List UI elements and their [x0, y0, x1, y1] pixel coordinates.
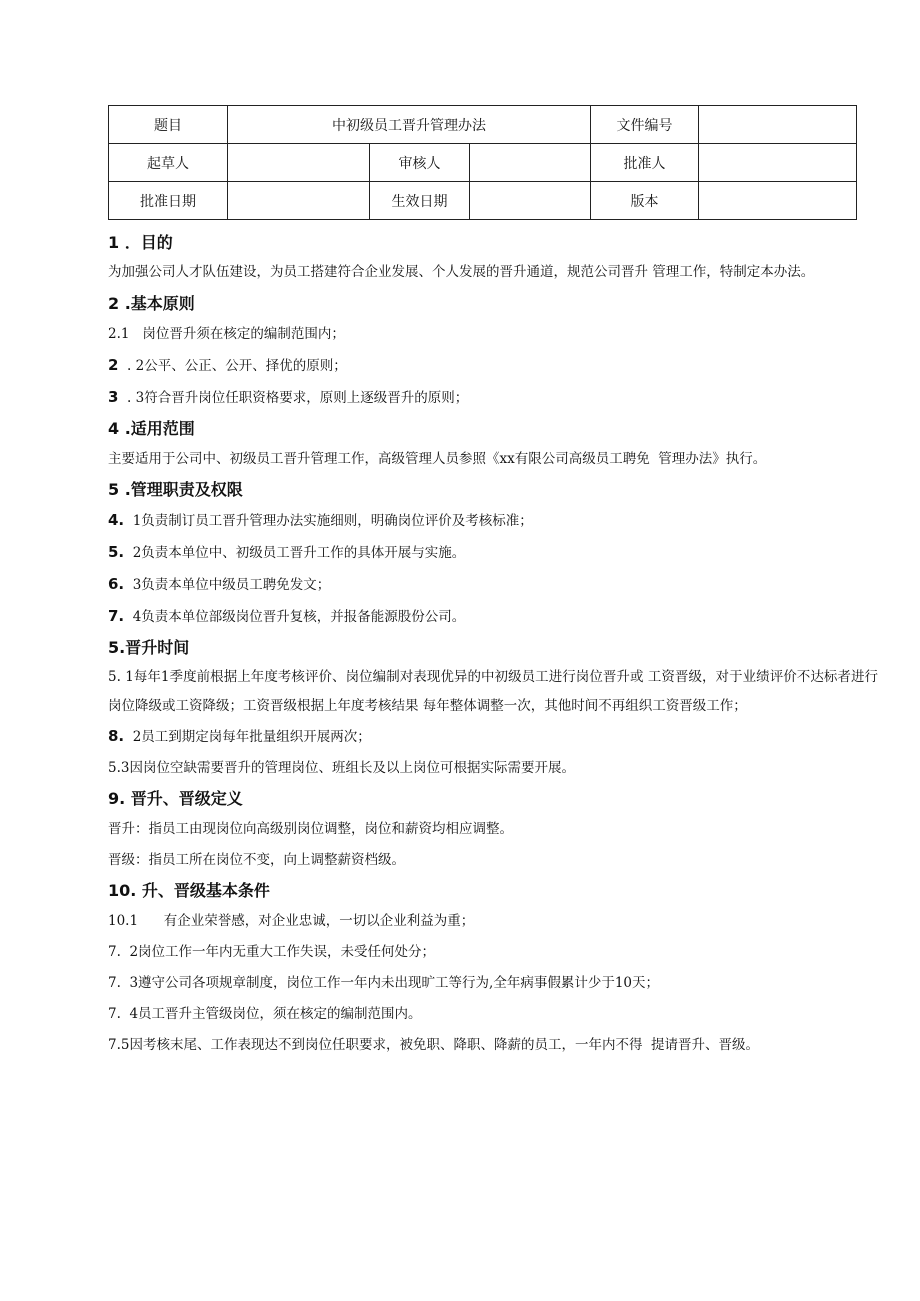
approver-label: 批准人 — [591, 144, 699, 182]
title-value: 中初级员工晋升管理办法 — [228, 106, 591, 144]
list-text: . 2公平、公正、公开、择优的原则； — [118, 358, 347, 374]
document-body — [108, 228, 878, 1061]
version-value — [699, 182, 857, 220]
list-item — [108, 350, 878, 382]
list-item: 5.3因岗位空缺需要晋升的管理岗位、班组长及以上岗位可根据实际需要开展。 — [108, 760, 575, 776]
effective-date-label: 生效日期 — [370, 182, 470, 220]
approval-date-label: 批准日期 — [109, 182, 228, 220]
title-label: 题目 — [109, 106, 228, 144]
paragraph: 5. 1每年1季度前根据上年度考核评价、岗位编制对表现优异的中初级员工进行岗位晋升或 工资晋级，对于业绩评价不达标者进行岗位降级或工资降级；工资晋级根据上年度考核结果 每年整体调整一次，其他时间不再组织工资晋级工作； — [108, 669, 878, 714]
version-label: 版本 — [591, 182, 699, 220]
section-heading-promotion-time: 5.晋升时间 — [108, 638, 190, 657]
section-heading-purpose: 1 ．目的 — [108, 233, 173, 252]
list-number: 6. — [108, 575, 125, 593]
list-number: 5. — [108, 543, 125, 561]
list-item: 晋级：指员工所在岗位不变，向上调整薪资档级。 — [108, 852, 405, 868]
approval-date-value — [228, 182, 370, 220]
list-text: . 3符合晋升岗位任职资格要求，原则上逐级晋升的原则； — [118, 390, 469, 406]
drafter-label: 起草人 — [109, 144, 228, 182]
list-number: 4. — [108, 511, 125, 529]
list-text: 4负责本单位部级岗位晋升复核，并报备能源股份公司。 — [124, 609, 466, 625]
reviewer-label: 审核人 — [370, 144, 470, 182]
document-header-table — [108, 105, 857, 220]
paragraph: 为加强公司人才队伍建设，为员工搭建符合企业发展、个人发展的晋升通道，规范公司晋升 管理工作，特制定本办法。 — [108, 264, 815, 280]
list-number: 3 — [108, 388, 119, 406]
list-item: 10.1 有企业荣誉感，对企业忠诚，一切以企业利益为重； — [108, 913, 475, 929]
list-item — [108, 601, 878, 633]
list-number: 2 — [108, 356, 119, 374]
approver-value — [699, 144, 857, 182]
section-heading-conditions: 10. 升、晋级基本条件 — [108, 881, 270, 900]
list-text: 3负责本单位中级员工聘免发文； — [124, 577, 331, 593]
section-heading-principles: 2 .基本原则 — [108, 294, 195, 313]
list-item: 晋升：指员工由现岗位向高级别岗位调整，岗位和薪资均相应调整。 — [108, 821, 513, 837]
reviewer-value — [470, 144, 591, 182]
list-item — [108, 537, 878, 569]
list-item — [108, 569, 878, 601]
list-item: 7. 4员工晋升主管级岗位，须在核定的编制范围内。 — [108, 1006, 422, 1022]
file-number-value — [699, 106, 857, 144]
list-item — [108, 721, 878, 753]
list-text: 2员工到期定岗每年批量组织开展两次； — [124, 729, 371, 745]
list-number: 8. — [108, 727, 125, 745]
section-heading-scope: 4 .适用范围 — [108, 419, 195, 438]
header-row-2 — [109, 144, 857, 182]
list-number: 7. — [108, 607, 125, 625]
list-item: 2.1 岗位晋升须在核定的编制范围内； — [108, 326, 345, 342]
list-item — [108, 505, 878, 537]
paragraph: 主要适用于公司中、初级员工晋升管理工作，高级管理人员参照《xx有限公司高级员工聘免 管理办法》执行。 — [108, 451, 767, 467]
list-item: 7. 2岗位工作一年内无重大工作失误，未受任何处分； — [108, 944, 436, 960]
section-heading-definitions: 9. 晋升、晋级定义 — [108, 789, 243, 808]
header-row-1 — [109, 106, 857, 144]
list-text: 1负责制订员工晋升管理办法实施细则，明确岗位评价及考核标准； — [124, 513, 533, 529]
file-number-label: 文件编号 — [591, 106, 699, 144]
list-item: 7. 3遵守公司各项规章制度，岗位工作一年内未出现旷工等行为,全年病事假累计少于10天； — [108, 975, 660, 991]
section-heading-responsibilities: 5 .管理职责及权限 — [108, 480, 243, 499]
header-row-3 — [109, 182, 857, 220]
list-item — [108, 382, 878, 414]
list-text: 2负责本单位中、初级员工晋升工作的具体开展与实施。 — [124, 545, 466, 561]
list-item: 7.5因考核末尾、工作表现达不到岗位任职要求，被免职、降职、降薪的员工，一年内不得 提请晋升、晋级。 — [108, 1037, 760, 1053]
drafter-value — [228, 144, 370, 182]
effective-date-value — [470, 182, 591, 220]
